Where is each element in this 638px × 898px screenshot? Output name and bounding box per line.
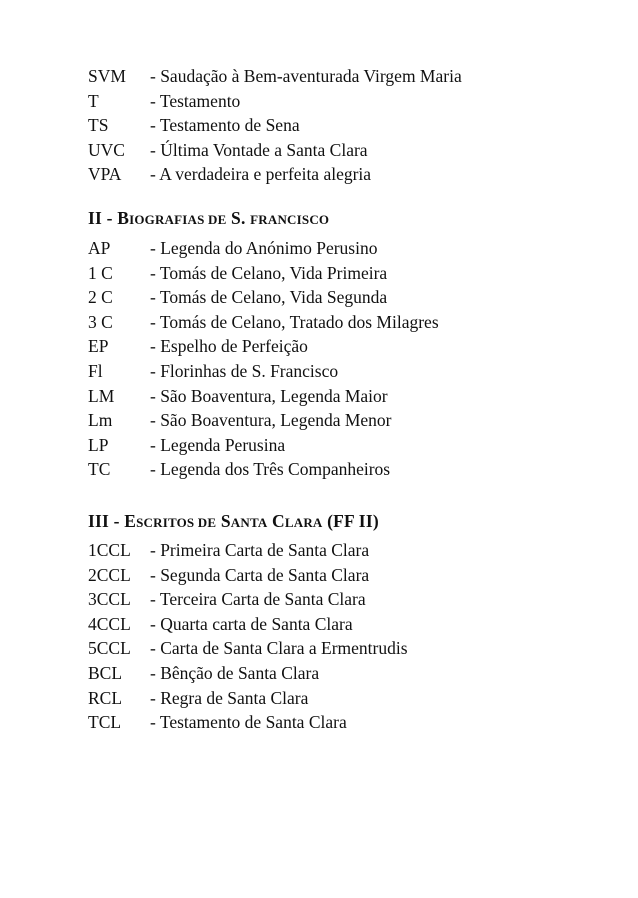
heading-text: S. (226, 208, 251, 228)
list-item (88, 408, 608, 433)
list-item (88, 236, 608, 261)
abbreviation: SVM (88, 66, 126, 86)
abbreviation: 4CCL (88, 613, 131, 634)
abbreviation: BCL (88, 662, 123, 683)
heading-smallcaps: FRANCISCO (250, 212, 330, 227)
abbreviation: UVC (88, 139, 125, 160)
abbreviation: 3CCL (88, 589, 131, 610)
abbreviation: Lm (88, 410, 113, 431)
description: - Carta de Santa Clara a Ermentrudis (150, 638, 408, 659)
list-item (88, 138, 608, 163)
abbreviation: LM (88, 385, 115, 406)
list-item (88, 89, 608, 114)
list-item (88, 359, 608, 384)
heading-text: S (216, 511, 231, 531)
description: - São Boaventura, Legenda Menor (150, 410, 392, 431)
abbreviation: EP (88, 336, 109, 357)
description: - Testamento (150, 90, 241, 111)
section-escritos-clara (88, 538, 608, 735)
list-item (88, 710, 608, 735)
abbreviation: T (88, 90, 99, 111)
abbreviation: 2 C (88, 287, 113, 308)
abbreviation: VPA (88, 164, 122, 185)
heading-text: C (267, 511, 285, 531)
description: - Legenda Perusina (150, 434, 286, 455)
heading-prefix: III - E (88, 511, 137, 531)
list-item (88, 64, 608, 89)
list-item (88, 285, 608, 310)
abbreviation: 1 C (88, 262, 113, 283)
abbreviation: TC (88, 459, 111, 480)
description: - Tomás de Celano, Tratado dos Milagres (150, 311, 439, 332)
abbreviation: Fl (88, 360, 103, 381)
description: - Tomás de Celano, Vida Segunda (150, 287, 388, 308)
description: - Regra de Santa Clara (150, 687, 309, 708)
abbreviation: AP (88, 238, 111, 258)
description: - Quarta carta de Santa Clara (150, 613, 353, 634)
list-item (88, 661, 608, 686)
description: - Saudação à Bem-aventurada Virgem Maria (150, 66, 462, 86)
abbreviation: 5CCL (88, 638, 131, 659)
description: - Primeira Carta de Santa Clara (150, 540, 370, 560)
description: - Florinhas de S. Francisco (150, 360, 339, 381)
list-item (88, 612, 608, 637)
list-item (88, 113, 608, 138)
section-heading-biografias (88, 206, 608, 230)
list-item (88, 162, 608, 187)
list-item (88, 433, 608, 458)
abbreviation: 2CCL (88, 564, 131, 585)
description: - Espelho de Perfeição (150, 336, 308, 357)
heading-smallcaps: SCRITOS DE (136, 515, 217, 530)
description: - Última Vontade a Santa Clara (150, 139, 368, 160)
list-item (88, 261, 608, 286)
heading-smallcaps: LARA (284, 515, 323, 530)
description: - Legenda do Anónimo Perusino (150, 238, 378, 258)
list-item (88, 587, 608, 612)
heading-prefix: II - B (88, 208, 130, 228)
description: - Segunda Carta de Santa Clara (150, 564, 370, 585)
list-item (88, 563, 608, 588)
abbreviation: RCL (88, 687, 123, 708)
description: - A verdadeira e perfeita alegria (150, 164, 372, 185)
abbreviation: 3 C (88, 311, 113, 332)
list-item (88, 636, 608, 661)
list-item (88, 457, 608, 482)
description: - Tomás de Celano, Vida Primeira (150, 262, 388, 283)
heading-text: (FF II) (322, 511, 379, 531)
section-biografias (88, 236, 608, 482)
description: - Terceira Carta de Santa Clara (150, 589, 366, 610)
heading-smallcaps: ANTA (230, 515, 268, 530)
section-heading-escritos-clara (88, 509, 608, 533)
description: - São Boaventura, Legenda Maior (150, 385, 388, 406)
section-writings-francis (88, 64, 608, 187)
heading-smallcaps: IOGRAFIAS DE (129, 212, 227, 227)
list-item (88, 384, 608, 409)
abbreviation: TCL (88, 712, 122, 733)
abbreviation: LP (88, 434, 109, 455)
abbreviation: 1CCL (88, 540, 131, 560)
list-item (88, 686, 608, 711)
description: - Bênção de Santa Clara (150, 662, 320, 683)
abbreviation: TS (88, 115, 109, 136)
list-item (88, 310, 608, 335)
description: - Testamento de Santa Clara (150, 712, 347, 733)
list-item (88, 538, 608, 563)
list-item (88, 334, 608, 359)
description: - Legenda dos Três Companheiros (150, 459, 391, 480)
description: - Testamento de Sena (150, 115, 300, 136)
